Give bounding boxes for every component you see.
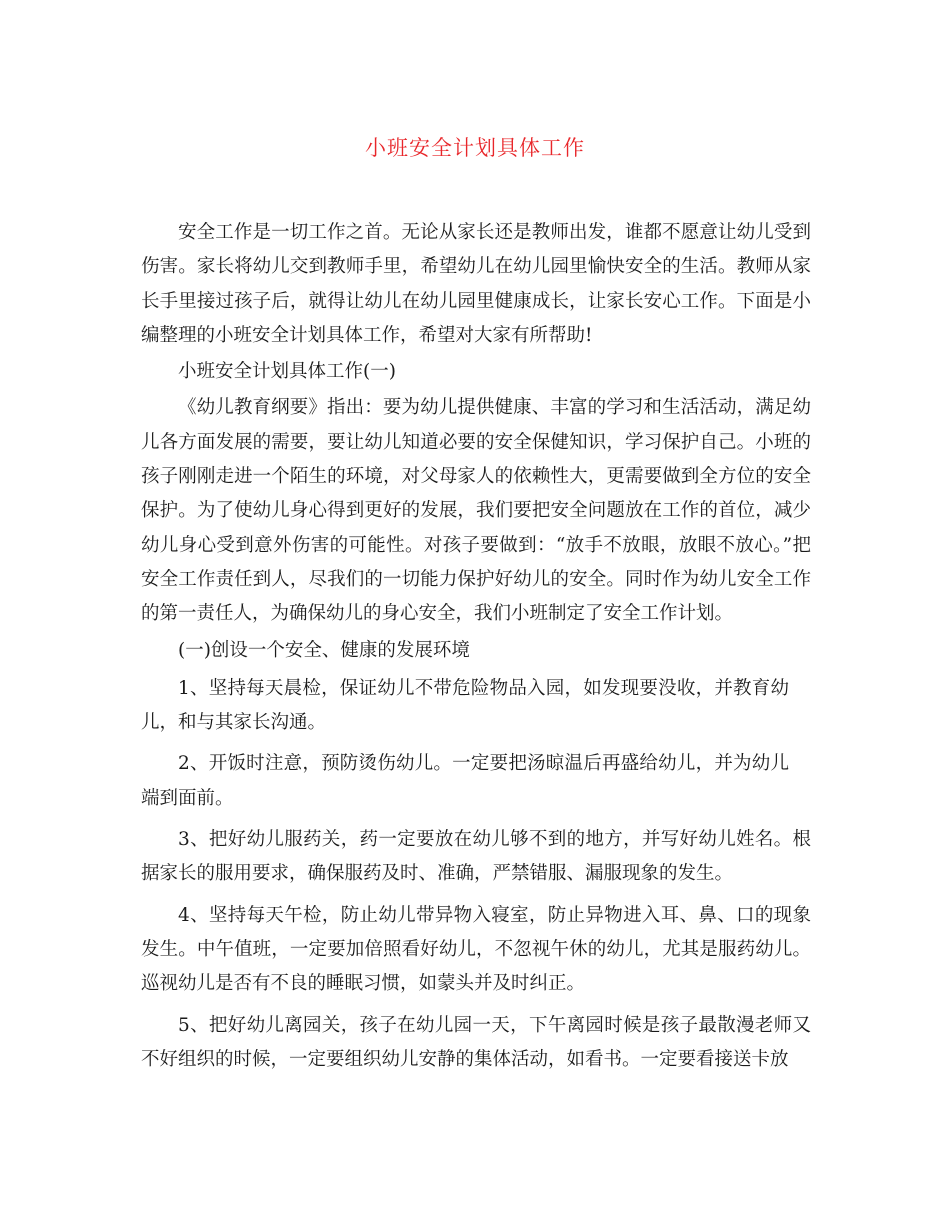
document-title: 小班安全计划具体工作 [365,136,585,160]
subsection-heading: (一)创设一个安全、健康的发展环境 [178,639,470,661]
list-item: 5、把好幼儿离园关，孩子在幼儿园一天，下午离园时候是孩子最散漫老师又不好组织的时候，一定要组织幼儿安静的集体活动，如看书。一定要看接送卡放 [141,1014,811,1070]
list-item: 4、坚持每天午检，防止幼儿带异物入寝室，防止异物进入耳、鼻、口的现象发生。中午值班，一定要加倍照看好幼儿，不忽视午休的幼儿，尤其是服药幼儿。巡视幼儿是否有不良的睡眠习惯，如蒙头并及时纠正。 [141,904,811,995]
document-body [141,216,811,1077]
list-item: 3、把好幼儿服药关，药一定要放在幼儿够不到的地方，并写好幼儿姓名。根据家长的服用要求，确保服药及时、准确，严禁错服、漏服现象的发生。 [141,829,811,885]
section-heading: 小班安全计划具体工作(一) [178,361,396,383]
list-item: 1、坚持每天晨检，保证幼儿不带危险物品入园，如发现要没收，并教育幼儿，和与其家长沟通。 [141,677,789,734]
body-paragraph: 《幼儿教育纲要》指出：要为幼儿提供健康、丰富的学习和生活活动，满足幼儿各方面发展的需要，要让幼儿知道必要的安全保健知识，学习保护自己。小班的孩子刚刚走进一个陌生的环境，对父母家人的依赖性大，更需要做到全方位的安全保护。为了使幼儿身心得到更好的发展，我们要把安全问题放在工作的首位，减少幼儿身心受到意外伤害的可能性。对孩子要做到：“放手不放眼，放眼不放心。”把安全工作责任到人，尽我们的一切能力保护好幼儿的安全。同时作为幼儿安全工作的第一责任人，为确保幼儿的身心安全，我们小班制定了安全工作计划。 [141,397,811,625]
list-item: 2、开饭时注意，预防烫伤幼儿。一定要把汤晾温后再盛给幼儿，并为幼儿端到面前。 [141,753,789,809]
intro-paragraph: 安全工作是一切工作之首。无论从家长还是教师出发，谁都不愿意让幼儿受到伤害。家长将幼儿交到教师手里，希望幼儿在幼儿园里愉快安全的生活。教师从家长手里接过孩子后，就得让幼儿在幼儿园里健康成长，让家长安心工作。下面是小编整理的小班安全计划具体工作，希望对大家有所帮助! [141,222,811,346]
